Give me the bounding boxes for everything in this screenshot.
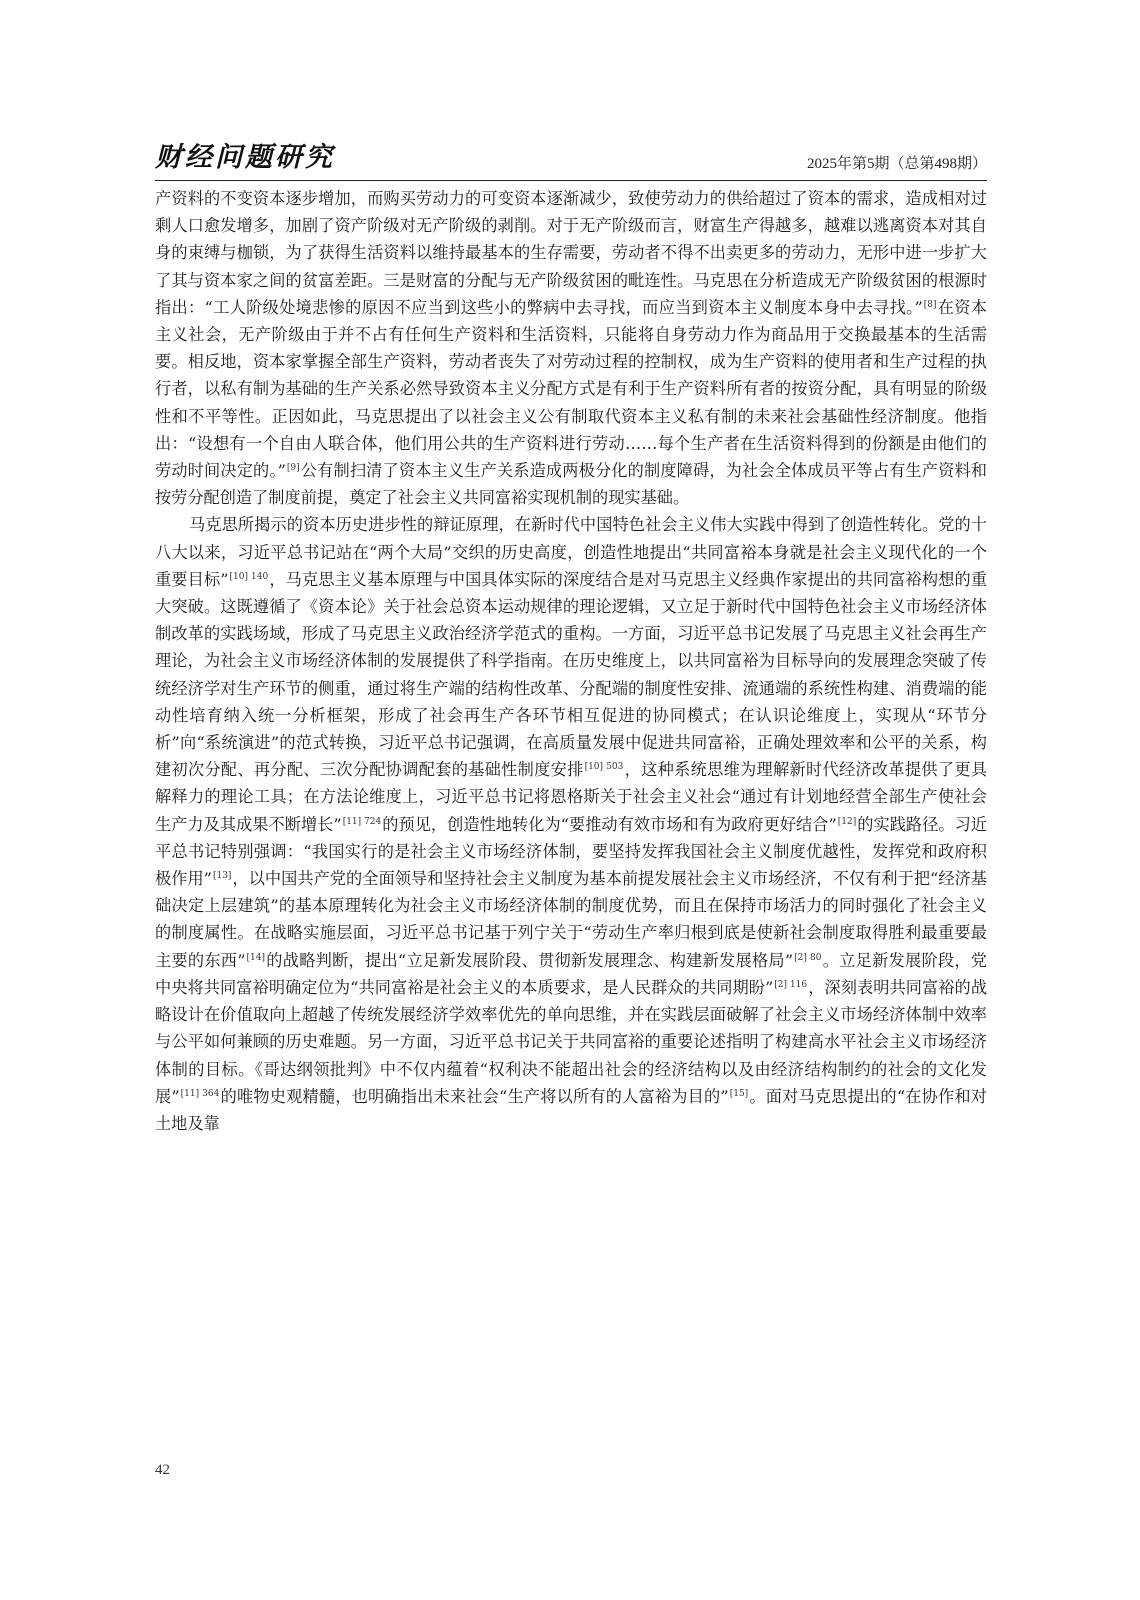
citation: [10] 503 [584, 762, 624, 773]
citation: [15] [729, 1088, 749, 1099]
journal-title: 财经问题研究 [155, 142, 335, 173]
page-number: 42 [155, 1462, 170, 1478]
paragraph: 马克思所揭示的资本历史进步性的辩证原理，在新时代中国特色社会主义伟大实践中得到了创造性转化。党的十八大以来，习近平总书记站在“两个大局”交织的历史高度，创造性地提出“共同富裕本身就是社会主义现代化的一个重要目标”$^{[10] 140}$，马克思主义基本原理与中国具体实际的深度结合是对马克思主义经典作家提出的共同富裕构想的重大突破。这既遵循了《资本论》关于社会总资本运动规律的理论逻辑，又立足于新时代中国特色社会主义市场经济体制改革的实践场域，形成了马克思主义政治经济学范式的重构。一方面，习近平总书记发展了马克思主义社会再生产理论，为社会主义市场经济体制的发展提供了科学指南。在历史维度上，以共同富裕为目标导向的发展理念突破了传统经济学对生产环节的侧重，通过将生产端的结构性改革、分配端的制度性安排、流通端的系统性构建、消费端的能动性培育纳入统一分析框架，形成了社会再生产各环节相互促进的协同模式；在认识论维度上，实现从“环节分析”向“系统演进”的范式转换，习近平总书记强调，在高质量发展中促进共同富裕，正确处理效率和公平的关系，构建初次分配、再分配、三次分配协调配套的基础性制度安排$^{[10] 503}$，这种系统思维为理解新时代经济改革提供了更具解释力的理论工具；在方法论维度上，习近平总书记将恩格斯关于社会主义社会“通过有计划地经营全部生产使社会生产力及其成果不断增长”$^{[11] 724}$的预见，创造性地转化为“要推动有效市场和有为政府更好结合”[12]的实践路径。习近平总书记特别强调：“我国实行的是社会主义市场经济体制，要坚持发挥我国社会主义制度优越性，发挥党和政府积极作用”[13]，以中国共产党的全面领导和坚持社会主义制度为基本前提发展社会主义市场经济，不仅有利于把“经济基础决定上层建筑”的基本原理转化为社会主义市场经济体制的制度优势，而且在保持市场活力的同时强化了社会主义的制度属性。在战略实施层面，习近平总书记基于列宁关于“劳动生产率归根到底是使新社会制度取得胜利最重要最主要的东西”[14]的战略判断，提出“立足新发展阶段、贯彻新发展理念、构建新发展格局”$^{[2] 80}$。立足新发展阶段，党中央将共同富裕明确定位为“共同富裕是社会主义的本质要求，是人民群众的共同期盼”$^{[2] 116}$，深刻表明共同富裕的战略设计在价值取向上超越了传统发展经济学效率优先的单向思维，并在实践层面破解了社会主义市场经济体制中效率与公平如何兼顾的历史难题。另一方面，习近平总书记关于共同富裕的重要论述指明了构建高水平社会主义市场经济体制的目标。《哥达纲领批判》中不仅内蕴着“权利决不能超出社会的经济结构以及由经济结构制约的社会的文化发展”$^{[11] 364}$的唯物史观精髓，也明确指出未来社会“生产将以所有的人富裕为目的”[15]。面对马克思提出的“在协作和对土地及靠 [155, 515, 988, 1133]
citation: [13] [212, 871, 232, 882]
citation: [2] 116 [774, 979, 808, 990]
citation: [10] 140 [229, 571, 269, 582]
citation: [14] [246, 952, 266, 963]
citation: [12] [837, 816, 857, 827]
citation: [11] 724 [342, 816, 382, 827]
running-header [155, 138, 987, 181]
paragraph: 产资料的不变资本逐步增加，而购买劳动力的可变资本逐渐减少，致使劳动力的供给超过了资本的需求，造成相对过剩人口愈发增多，加剧了资产阶级对无产阶级的剥削。对于无产阶级而言，财富生产得越多，越难以逃离资本对其自身的束缚与枷锁，为了获得生活资料以维持最基本的生存需要，劳动者不得不出卖更多的劳动力，无形中进一步扩大了其与资本家之间的贫富差距。三是财富的分配与无产阶级贫困的毗连性。马克思在分析造成无产阶级贫困的根源时指出：“工人阶级处境悲惨的原因不应当到这些小的弊病中去寻找，而应当到资本主义制度本身中去寻找。”[8]在资本主义社会，无产阶级由于并不占有任何生产资料和生活资料，只能将自身劳动力作为商品用于交换最基本的生活需要。相反地，资本家掌握全部生产资料，劳动者丧失了对劳动过程的控制权，成为生产资料的使用者和生产过程的执行者，以私有制为基础的生产关系必然导致资本主义分配方式是有利于生产资料所有者的按资分配，具有明显的阶级性和不平等性。正因如此，马克思提出了以社会主义公有制取代资本主义私有制的未来社会基础性经济制度。他指出：“设想有一个自由人联合体，他们用公共的生产资料进行劳动……每个生产者在生活资料得到的份额是由他们的劳动时间决定的。”[9]公有制扫清了资本主义生产关系造成两极分化的制度障碍，为社会全体成员平等占有生产资料和按劳分配创造了制度前提，奠定了社会主义共同富裕实现机制的现实基础。 [155, 189, 987, 508]
issue-info: 2025年第5期（总第498期） [806, 156, 987, 172]
citation: [8] [923, 299, 937, 310]
citation: [2] 80 [794, 952, 822, 963]
citation: [9] [286, 463, 300, 474]
citation: [11] 364 [180, 1088, 220, 1099]
article-body [155, 185, 987, 1137]
